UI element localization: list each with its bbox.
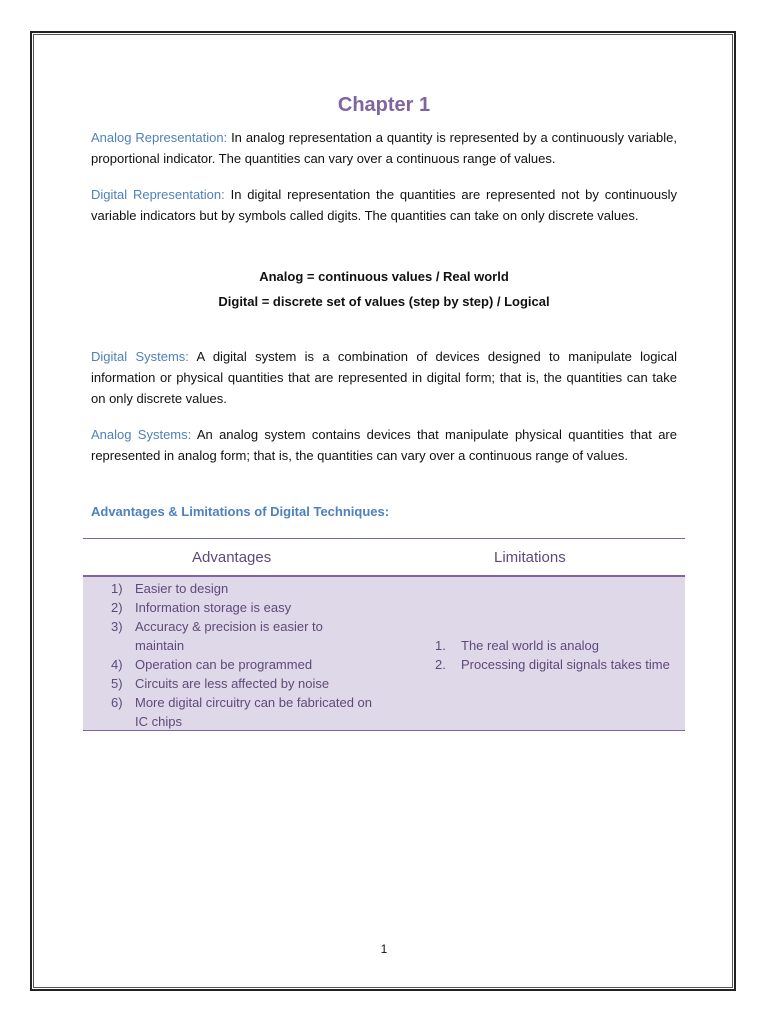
paragraph-text: In digital representation the quantities are represented not by continuously variable indicators but by symbols called digits. The quantities can take on only discrete values. bbox=[91, 187, 677, 223]
list-item: 1) Easier to design bbox=[111, 581, 229, 596]
page-number: 1 bbox=[380, 942, 388, 956]
paragraph-text: A digital system is a combination of devices designed to manipulate logical information or physical quantities that are represented in digital form; that is, the quantities can take on only discrete values. bbox=[91, 349, 677, 406]
advantages-limitations-table bbox=[83, 538, 685, 731]
list-item: 3) Accuracy & precision is easier to maintain bbox=[111, 619, 323, 653]
term-digital-systems: Digital Systems: bbox=[91, 349, 189, 364]
paragraph-text: An analog system contains devices that manipulate physical quantities that are represented in analog form; that is, the quantities can vary over a continuous range of values. bbox=[91, 427, 677, 463]
header-limitations: Limitations bbox=[494, 549, 566, 566]
list-item: 1. The real world is analog bbox=[435, 638, 600, 653]
chapter-title: Chapter 1 bbox=[337, 94, 431, 116]
section-heading: Advantages & Limitations of Digital Techniques: bbox=[91, 504, 390, 519]
summary-line-digital: Digital = discrete set of values (step by step) / Logical bbox=[218, 294, 550, 309]
paragraph-digital-systems bbox=[91, 346, 677, 409]
term-digital-representation: Digital Representation: bbox=[91, 187, 225, 202]
list-item: 6) More digital circuitry can be fabricated on IC chips bbox=[111, 695, 373, 729]
header-advantages: Advantages bbox=[192, 549, 272, 566]
list-item: 5) Circuits are less affected by noise bbox=[111, 676, 330, 691]
summary-line-analog: Analog = continuous values / Real world bbox=[259, 269, 509, 284]
paragraph-analog-representation bbox=[91, 127, 677, 169]
list-item: 4) Operation can be programmed bbox=[111, 657, 313, 672]
paragraph-digital-representation bbox=[91, 184, 677, 226]
limitations-list bbox=[433, 636, 683, 674]
table-header-row bbox=[83, 538, 685, 577]
list-item: 2) Information storage is easy bbox=[111, 600, 292, 615]
term-analog-systems: Analog Systems: bbox=[91, 427, 192, 442]
table-body-row bbox=[83, 577, 685, 731]
paragraph-analog-systems bbox=[91, 424, 677, 466]
paragraph-text: In analog representation a quantity is represented by a continuously variable, proportional indicator. The quantities can vary over a continuous range of values. bbox=[91, 130, 677, 166]
term-analog-representation: Analog Representation: bbox=[91, 130, 228, 145]
advantages-list bbox=[107, 579, 407, 731]
list-item: 2. Processing digital signals takes time bbox=[435, 657, 670, 672]
